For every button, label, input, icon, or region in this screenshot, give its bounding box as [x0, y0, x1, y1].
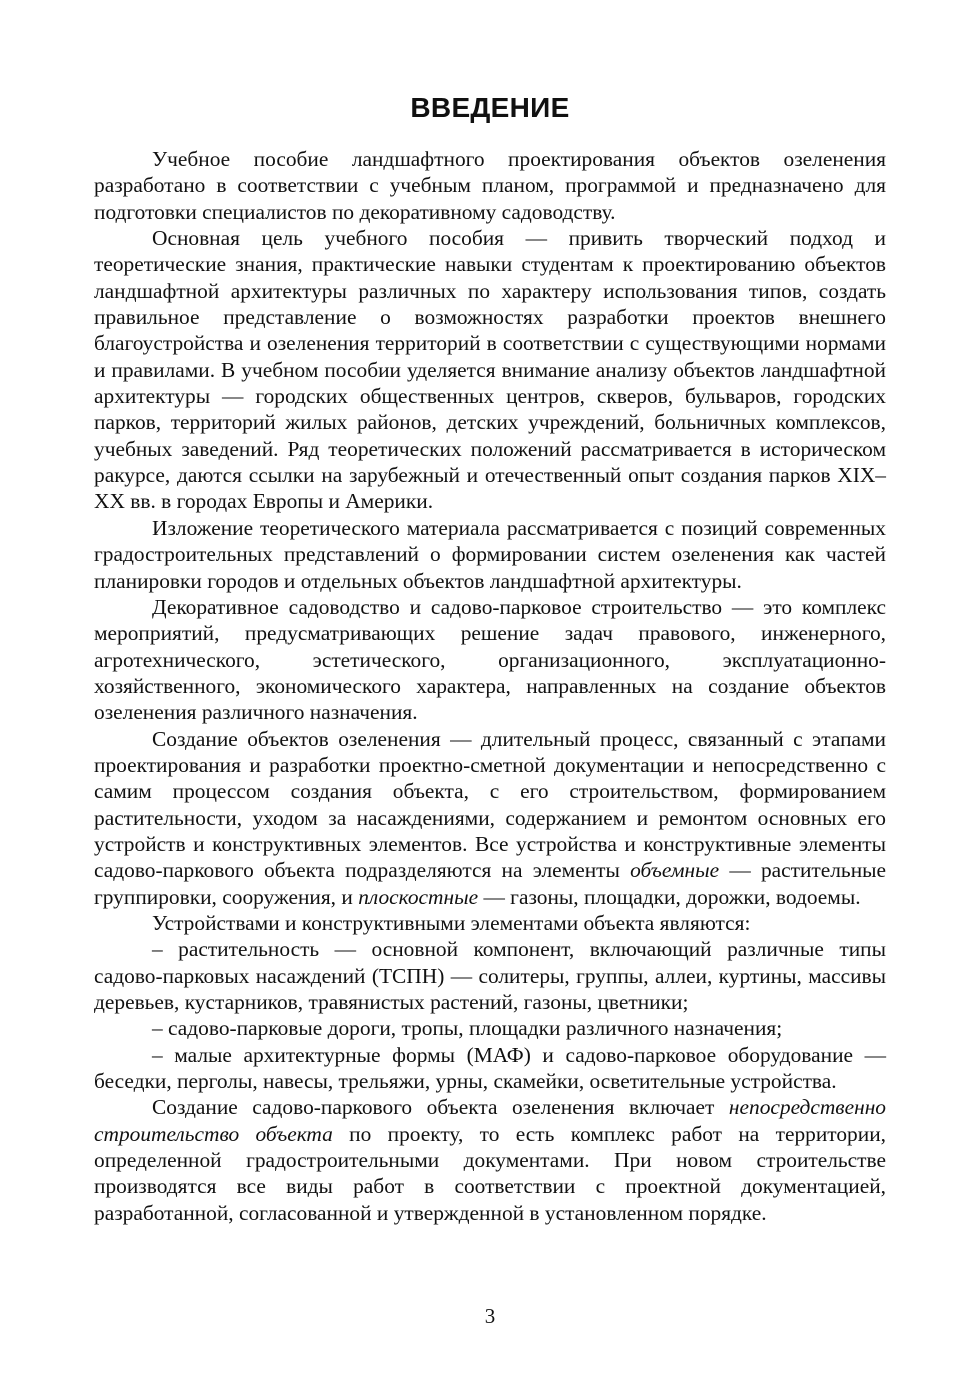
paragraph-7-text-b: по проекту, то есть комплекс работ на территории, определенной градостроительными документами. При новом строительстве производятся все виды работ в соответствии с проектной документацией, разработанной, согласованной и утвержденной в установленном порядке. [94, 1121, 886, 1225]
paragraph-2: Основная цель учебного пособия — привить творческий подход и теоретические знания, практические навыки студентам к проектированию объектов ландшафтной архитектуры различных по характеру использования типов, создать правильное представление о возможностях разработки проектов внешнего благоустройства и озеленения территорий в соответствии с существующими нормами и правилами. В учебном пособии уделяется внимание анализу объектов ландшафтной архитектуры — городских общественных центров, скверов, бульваров, городских парков, территорий жилых районов, детских учреждений, больничных комплексов, учебных заведений. Ряд теоретических положений рассматривается в историческом ракурсе, даются ссылки на зарубежный и отечественный опыт создания парков XIX–XX вв. в городах Европы и Америки. [94, 226, 886, 514]
paragraph-6: Устройствами и конструктивными элементами объекта являются: [152, 910, 751, 935]
page-number: 3 [484, 1304, 496, 1328]
paragraph-5-text-c: — газоны, площадки, дорожки, водоемы. [478, 884, 861, 909]
list-item-vegetation: – растительность — основной компонент, включающий различные типы садово-парковых насаждений (ТСПН) — солитеры, группы, аллеи, куртины, массивы деревьев, кустарников, травянистых растений, газоны, цветники; [94, 937, 886, 1014]
paragraph-1: Учебное пособие ландшафтного проектирования объектов озеленения разработано в соответствии с учебным планом, программой и предназначено для подготовки специалистов по декоративному садоводству. [94, 147, 886, 224]
paragraph-5-text-a: Создание объектов озеленения — длительный процесс, связанный с этапами проектирования и разработки проектно-сметной документации и непосредственно с самим процессом создания объекта, с его строительством, формированием растительности, уходом за насаждениями, содержанием и ремонтом основных его устройств и конструктивных элементов. Все устройства и конструктивные элементы садово-паркового объекта подразделяются на элементы [94, 726, 886, 883]
document-page [94, 88, 886, 1226]
list-item-roads: – садово-парковые дороги, тропы, площадки различного назначения; [152, 1016, 783, 1041]
page-title: ВВЕДЕНИЕ [410, 92, 570, 123]
paragraph-4: Декоративное садоводство и садово-парковое строительство — это комплекс мероприятий, предусматривающих решение задач правового, инженерного, агротехнического, эстетического, организационного, эксплуатационно-хозяйственного, экономического характера, направленных на создание объектов озеленения различного назначения. [94, 594, 886, 725]
term-planar: плоскостные [358, 884, 479, 909]
paragraph-7 [94, 1094, 886, 1226]
paragraph-5 [94, 726, 886, 910]
paragraph-7-text-a: Создание садово-паркового объекта озеленения включает [152, 1095, 729, 1120]
paragraph-5-text-b: — растительные группировки, сооружения, и [94, 858, 887, 909]
term-volumetric: объемные [630, 858, 720, 883]
list-item-small-forms: – малые архитектурные формы (МАФ) и садово-парковое оборудование — беседки, перголы, навесы, трельяжи, урны, скамейки, осветительные устройства. [94, 1042, 886, 1094]
term-direct-construction: непосредственно строительство объекта [94, 1095, 886, 1146]
paragraph-3: Изложение теоретического материала рассматривается с позиций современных градостроительных представлений о формировании систем озеленения как частей планировки городов и отдельных объектов ландшафтной архитектуры. [94, 515, 886, 593]
